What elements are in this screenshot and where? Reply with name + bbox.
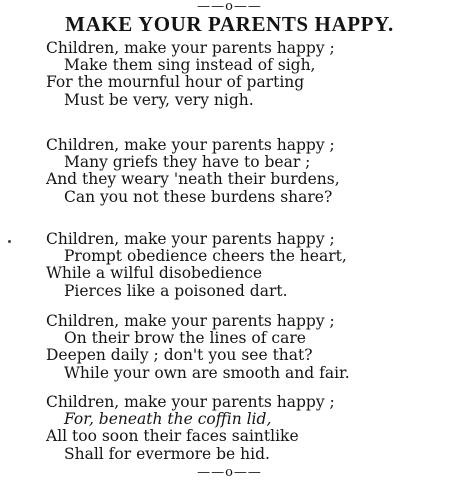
- stanza-line: Deepen daily ; don't you see that?: [46, 346, 313, 365]
- stanza-1: [46, 40, 456, 109]
- poem-title: MAKE YOUR PARENTS HAPPY.: [65, 12, 394, 36]
- stanza-line: Pierces like a poisoned dart.: [64, 281, 288, 300]
- stanza-line: Children, make your parents happy ;: [46, 39, 335, 57]
- stanza-line: Children, make your parents happy ;: [46, 393, 335, 411]
- top-ornament-rule: ——o——: [197, 0, 262, 14]
- stanza-line: Children, make your parents happy ;: [46, 312, 335, 330]
- stanza-line: Children, make your parents happy ;: [46, 136, 335, 154]
- print-speck: [8, 240, 11, 243]
- stanza-3: [46, 231, 456, 300]
- stanza-line: While your own are smooth and fair.: [64, 363, 350, 382]
- stanza-line: Must be very, very nigh.: [64, 90, 254, 109]
- stanza-line: Prompt obedience cheers the heart,: [64, 247, 347, 266]
- stanza-line: Shall for evermore be hid.: [64, 444, 270, 463]
- stanza-line: For the mournful hour of parting: [46, 73, 305, 92]
- stanza-5: [46, 394, 456, 463]
- stanza-line: Many griefs they have to bear ;: [64, 153, 311, 172]
- stanza-line: Can you not these burdens share?: [64, 187, 333, 206]
- stanza-4: [46, 313, 456, 382]
- bottom-ornament-rule: ——o——: [197, 465, 262, 480]
- stanza-line: All too soon their faces saintlike: [46, 427, 299, 446]
- stanza-line: While a wilful disobedience: [46, 264, 263, 283]
- stanza-line: Children, make your parents happy ;: [46, 230, 335, 248]
- stanza-2: [46, 137, 456, 206]
- stanza-line: And they weary 'neath their burdens,: [46, 170, 340, 189]
- stanza-line: For, beneath the coffin lid,: [64, 410, 272, 429]
- stanza-line: Make them sing instead of sigh,: [64, 56, 316, 75]
- stanza-line: On their brow the lines of care: [64, 329, 306, 348]
